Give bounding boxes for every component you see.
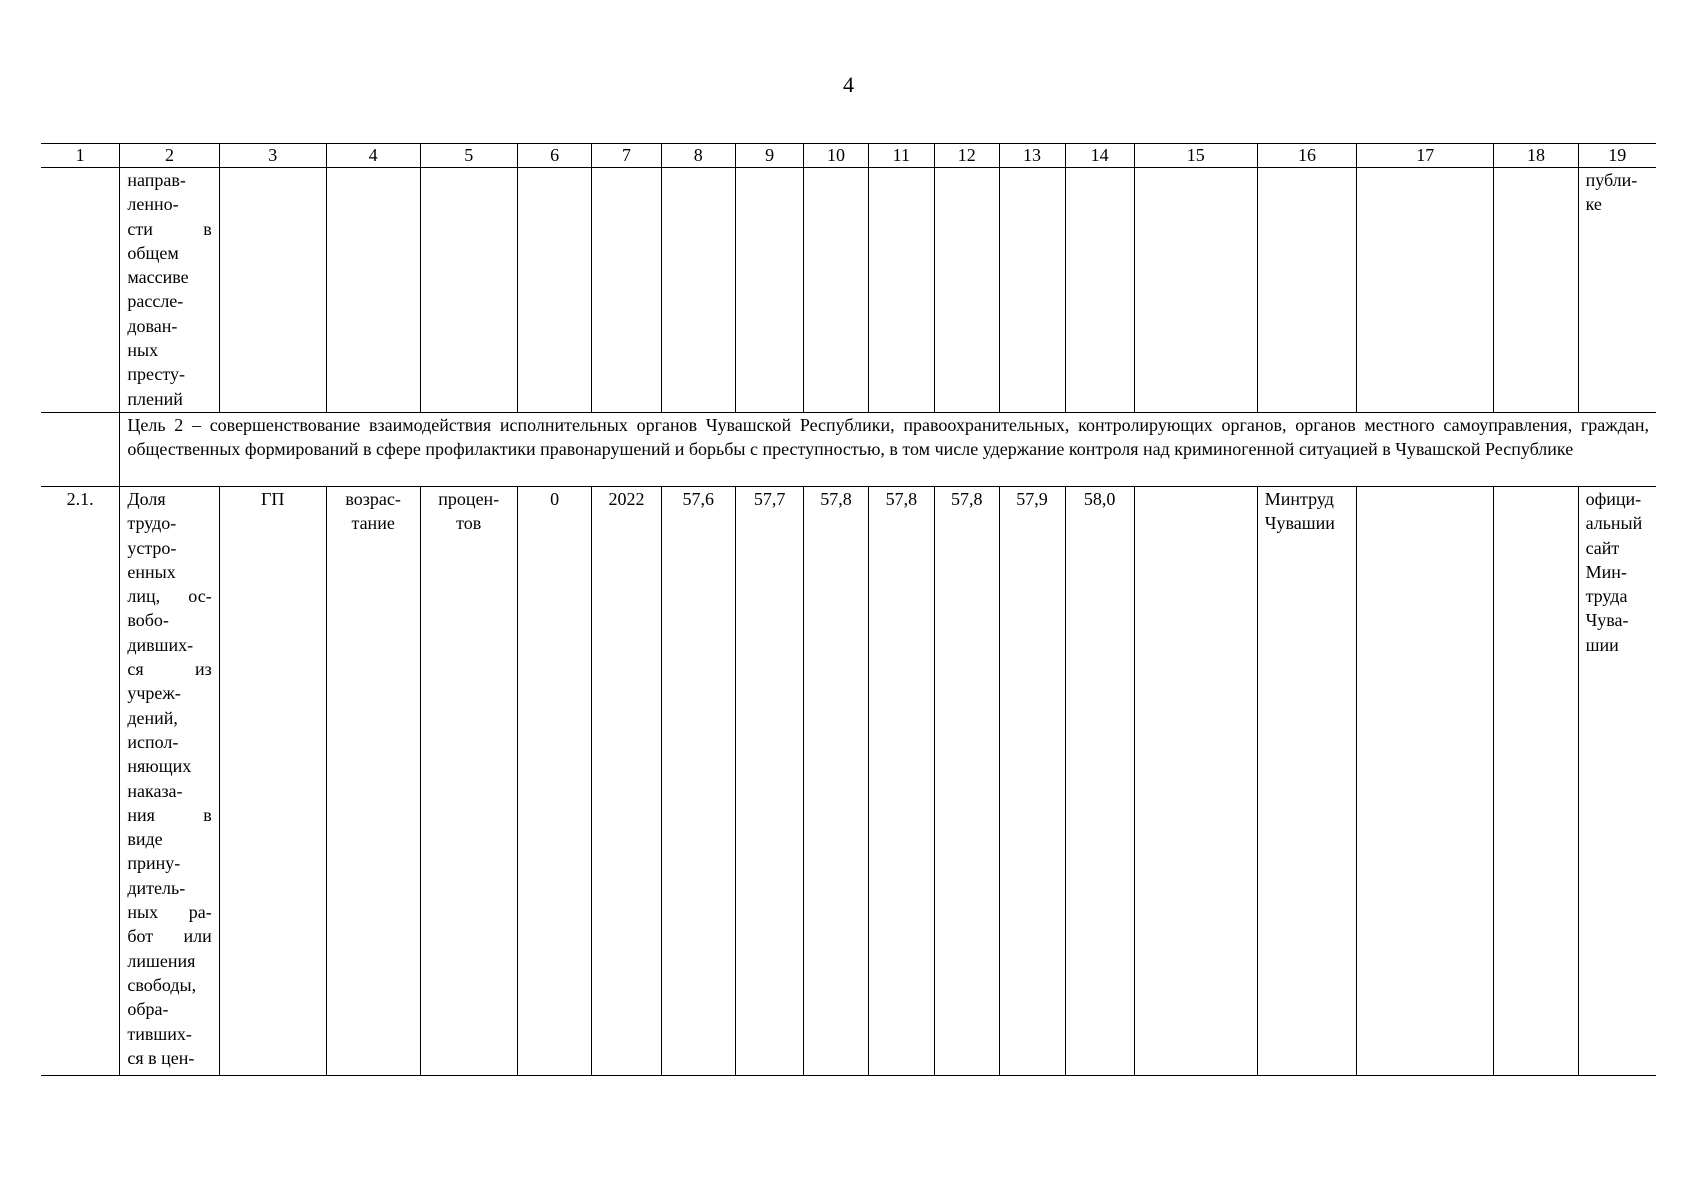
- value-cell: 57,7: [736, 487, 804, 1076]
- col-header: 7: [592, 144, 661, 168]
- cell-empty: [934, 168, 999, 413]
- col-header: 8: [661, 144, 736, 168]
- indicators-table: [41, 143, 1656, 1076]
- unit-cell: процен- тов: [420, 487, 517, 1076]
- cell-empty: [517, 168, 592, 413]
- source-cell: офици- альный сайт Мин- труда Чува- шии: [1578, 487, 1656, 1076]
- col-header: 18: [1494, 144, 1578, 168]
- col-header: 4: [326, 144, 420, 168]
- cell-empty: [1494, 487, 1578, 1076]
- cell-empty: [1357, 487, 1494, 1076]
- cell-empty: [868, 168, 934, 413]
- goal-row: [41, 413, 1656, 487]
- table-row: [41, 487, 1656, 1076]
- indicator-name-cell: направ- леннo- сти в общем массиве расcле- дован- ных престу- плений: [120, 168, 219, 413]
- col-header: 17: [1357, 144, 1494, 168]
- cell-empty: [1065, 168, 1134, 413]
- column-numbers-row: [41, 144, 1656, 168]
- col-header: 10: [804, 144, 869, 168]
- indicator-name-cell: Доля трудо- устро- енных лиц, ос- вобо- дивших- ся из учреж- дений, испол- няющих наказа- ния в виде прину- дитель- ных ра- бот или лишения свободы, обра- тивших- ся в цен-: [120, 487, 219, 1076]
- cell-empty: [420, 168, 517, 413]
- col-header: 16: [1257, 144, 1356, 168]
- base-value-cell: 0: [517, 487, 592, 1076]
- type-cell: ГП: [219, 487, 326, 1076]
- cell-empty: [326, 168, 420, 413]
- value-cell: 58,0: [1065, 487, 1134, 1076]
- col-header: 5: [420, 144, 517, 168]
- source-cell: публи- ке: [1578, 168, 1656, 413]
- col-header: 9: [736, 144, 804, 168]
- value-cell: 57,9: [999, 487, 1065, 1076]
- col-header: 12: [934, 144, 999, 168]
- value-cell: 57,8: [804, 487, 869, 1076]
- cell-empty: [999, 168, 1065, 413]
- cell-empty: [219, 168, 326, 413]
- table-row: [41, 168, 1656, 413]
- row-number: 2.1.: [41, 487, 120, 1076]
- cell-empty: [736, 168, 804, 413]
- col-header: 11: [868, 144, 934, 168]
- col-header: 6: [517, 144, 592, 168]
- cell-empty: [41, 168, 120, 413]
- cell-empty: [1257, 168, 1356, 413]
- page-number: 4: [843, 72, 854, 97]
- col-header: 14: [1065, 144, 1134, 168]
- cell-empty: [661, 168, 736, 413]
- direction-cell: возрас- тание: [326, 487, 420, 1076]
- value-cell: 57,8: [934, 487, 999, 1076]
- col-header: 3: [219, 144, 326, 168]
- value-cell: 57,6: [661, 487, 736, 1076]
- col-header: 2: [120, 144, 219, 168]
- cell-empty: [592, 168, 661, 413]
- col-header: 1: [41, 144, 120, 168]
- col-header: 15: [1134, 144, 1257, 168]
- col-header: 19: [1578, 144, 1656, 168]
- value-cell: 57,8: [868, 487, 934, 1076]
- col-header: 13: [999, 144, 1065, 168]
- base-year-cell: 2022: [592, 487, 661, 1076]
- cell-empty: [1357, 168, 1494, 413]
- goal-text: Цель 2 – совершенствование взаимодействия исполнительных органов Чувашской Республики, правоохранительных, контролирующих органов, органов местного самоуправления, граждан, общественных формирований в сфере профилактики правонарушений и борьбы с преступностью, в том числе удержание контроля над криминогенной ситуацией в Чувашской Республике: [120, 413, 1656, 487]
- cell-empty: [1134, 168, 1257, 413]
- responsible-cell: Минтруд Чувашии: [1257, 487, 1356, 1076]
- cell-empty: [1134, 487, 1257, 1076]
- cell-empty: [804, 168, 869, 413]
- cell-empty: [41, 413, 120, 487]
- cell-empty: [1494, 168, 1578, 413]
